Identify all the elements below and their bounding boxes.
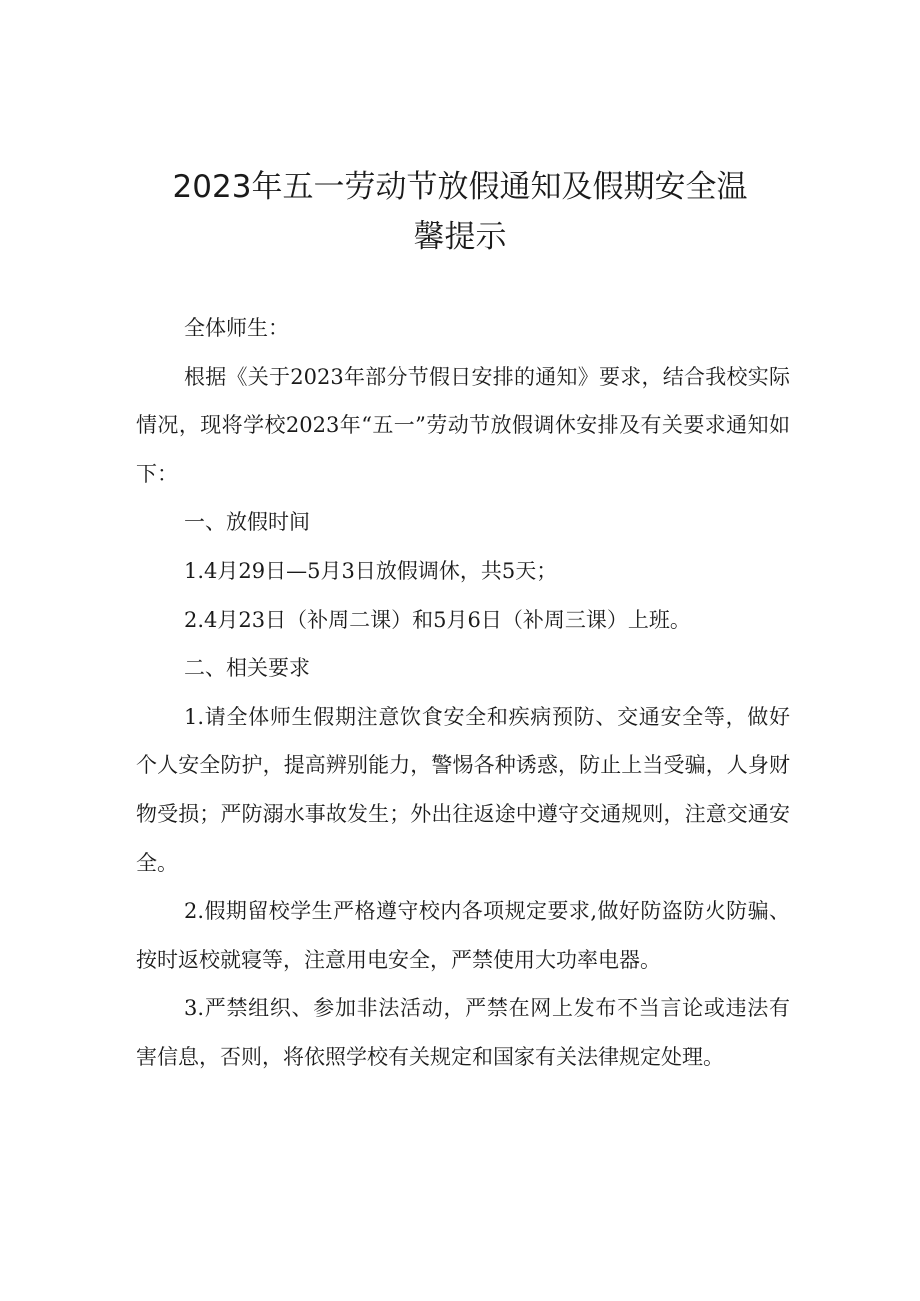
requirement-2-line-2: 防骗、按时返校就寝等，注意用电安全，严禁使用大功率电器。 bbox=[136, 899, 791, 972]
requirement-1-line-3: 骗，人身财物受损；严防溺水事故发生；外出往返途中遵守交通 bbox=[136, 753, 791, 826]
intro-line-1: 根据《关于2023年部分节假日安排的通知》要求，结合我 bbox=[184, 364, 727, 389]
section-heading-requirements: 二、相关要求 bbox=[184, 656, 310, 681]
requirement-3-line-3: 理。 bbox=[682, 1044, 724, 1069]
greeting: 全体师生： bbox=[184, 316, 289, 340]
document-body bbox=[136, 304, 790, 1082]
intro-line-2: 校实际情况，现将学校2023年“五一”劳动节放假调休安排及有 bbox=[136, 364, 791, 438]
requirement-3-line-2: 法有害信息，否则，将依照学校有关规定和国家有关法律规定处 bbox=[136, 996, 790, 1069]
requirement-2-line-1: 2.假期留校学生严格遵守校内各项规定要求,做好防盗防火 bbox=[184, 899, 727, 924]
holiday-item-1: 1.4月29日—5月3日放假调休，共5天； bbox=[184, 558, 558, 583]
title-line-1: 2023年五一劳动节放假通知及假期安全温 bbox=[172, 169, 748, 205]
requirement-1-line-1: 1.请全体师生假期注意饮食安全和疾病预防、交通安全等， bbox=[184, 704, 748, 729]
section-heading-holiday-time: 一、放假时间 bbox=[184, 510, 310, 535]
document-title bbox=[130, 162, 790, 262]
holiday-item-2: 2.4月23日（补周二课）和5月6日（补周三课）上班。 bbox=[184, 607, 691, 632]
requirement-3-line-1: 3.严禁组织、参加非法活动，严禁在网上发布不当言论或违 bbox=[184, 996, 748, 1021]
requirement-1 bbox=[136, 693, 790, 887]
intro-line-3: 关要求通知如下： bbox=[136, 413, 791, 486]
requirement-1-line-4: 规则，注意交通安全。 bbox=[136, 801, 791, 875]
requirement-3 bbox=[136, 984, 790, 1081]
requirement-1-line-2: 做好个人安全防护，提高辨别能力，警惕各种诱惑，防止上当受 bbox=[136, 704, 790, 778]
intro-paragraph bbox=[136, 353, 790, 499]
title-line-2: 馨提示 bbox=[413, 219, 507, 255]
requirement-2 bbox=[136, 887, 790, 984]
